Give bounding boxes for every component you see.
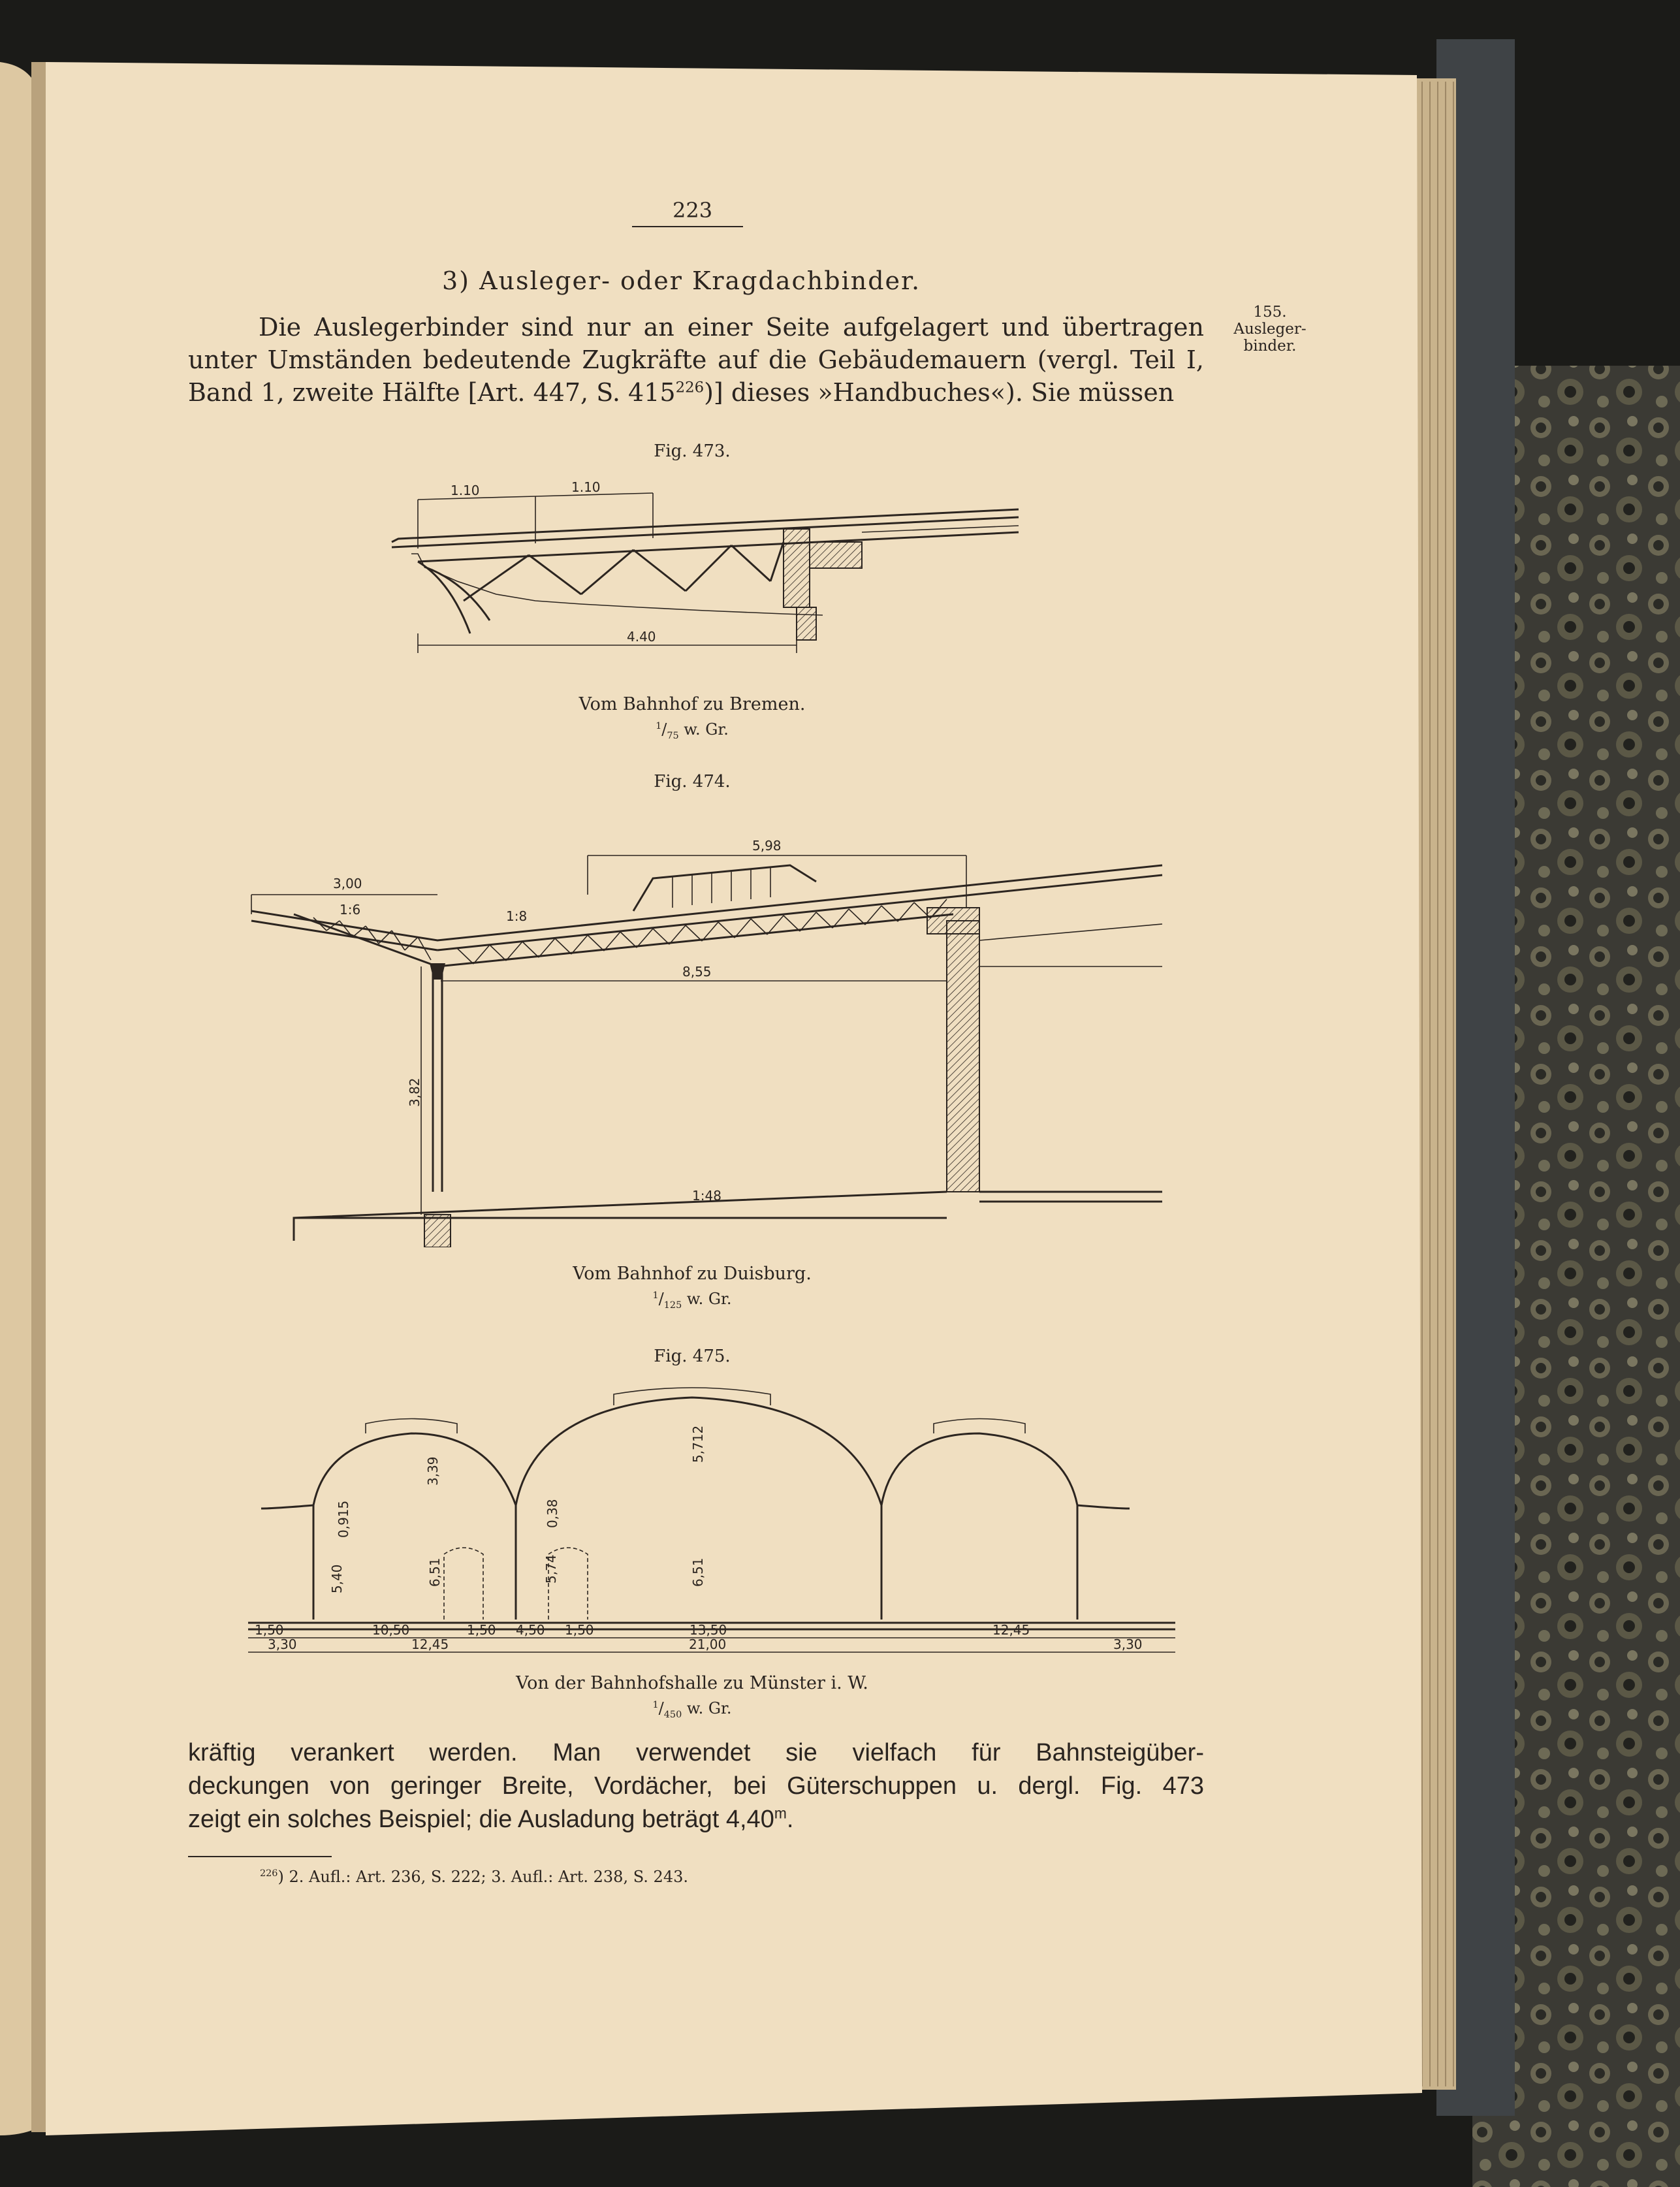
fig-474-label: Fig. 474. — [654, 772, 731, 791]
section-title: 3) Ausleger- oder Kragdachbinder. — [442, 266, 921, 295]
margin-note-line-2: binder. — [1243, 338, 1297, 355]
fig-473-caption: Vom Bahnhof zu Bremen. — [578, 694, 806, 714]
fig-475-dim-21-00: 21,00 — [689, 1636, 727, 1652]
margin-note — [1228, 304, 1312, 355]
page-number-rule — [632, 226, 743, 227]
fig-475-caption: Von der Bahnhofshalle zu Münster i. W. — [516, 1673, 868, 1693]
fig-475-dim-13-50: 13,50 — [689, 1622, 727, 1638]
paragraph-1-line-1: Die Auslegerbinder sind nur an einer Seite aufgelagert und übertragen — [259, 313, 1204, 342]
fig-475-dim-5-712: 5,712 — [690, 1425, 706, 1463]
fig-474-dimensions — [251, 838, 966, 1215]
footnote-mark: 226 — [260, 1868, 278, 1879]
fig-473-dim-2: 1.10 — [571, 479, 601, 495]
fig-475-dim-5-74: 5,74 — [543, 1554, 559, 1584]
fig-474-slope-floor: 1:48 — [692, 1188, 721, 1204]
fig-475-dim-0-915: 0,915 — [336, 1500, 351, 1538]
paragraph-2-line-2: deckungen von geringer Breite, Vordächer, bei Güterschuppen u. dergl. Fig. 473 — [188, 1772, 1204, 1800]
fig-474-dim-3-00: 3,00 — [333, 876, 362, 891]
fig-475-dim-1-50-c: 1,50 — [565, 1622, 594, 1638]
fig-475-dim-6-51-left: 6,51 — [427, 1557, 443, 1587]
fig-475-label: Fig. 475. — [654, 1347, 731, 1366]
fig-473-scale: $^1/_{75}$ w. Gr. — [656, 720, 729, 741]
footnote-text: ) 2. Aufl.: Art. 236, S. 222; 3. Aufl.: Art. 238, S. 243. — [277, 1868, 688, 1886]
fig-474-truss — [313, 899, 947, 964]
fig-474-column — [424, 963, 451, 1247]
unit-superscript: m — [774, 1804, 787, 1822]
fig-474-roof — [251, 865, 1162, 966]
fig-473-label: Fig. 473. — [654, 441, 731, 461]
fig-474-slope-right: 1:8 — [506, 908, 528, 924]
fig-475-drawing — [235, 1378, 1182, 1685]
fig-475-dim-12-45-left: 12,45 — [411, 1636, 449, 1652]
fig-475-dim-3-30-left: 3,30 — [268, 1636, 297, 1652]
fig-475-dim-1-50-a: 1,50 — [255, 1622, 284, 1638]
paragraph-2-line-1: kräftig verankert werden. Man verwendet sie vielfach für Bahnsteigüber- — [188, 1739, 1204, 1766]
paragraph-2-line-3: zeigt ein solches Beispiel; die Ausladung beträgt 4,40$^m$. — [188, 1804, 794, 1833]
fig-474-dim-5-98: 5,98 — [752, 838, 782, 854]
fig-474-drawing — [248, 810, 1169, 1247]
fig-474-dim-3-82: 3,82 — [407, 1078, 422, 1107]
fig-475-dim-3-39: 3,39 — [425, 1456, 441, 1486]
fig-475-dim-4-50: 4,50 — [516, 1622, 545, 1638]
fig-475-dim-12-45-right: 12,45 — [992, 1622, 1030, 1638]
fig-475-dimensions — [248, 1426, 1175, 1652]
page-number: 223 — [673, 198, 713, 223]
fig-474-dim-8-55: 8,55 — [682, 964, 712, 980]
fig-475-dim-1-50-b: 1,50 — [467, 1622, 496, 1638]
margin-note-number: 155. — [1253, 304, 1287, 321]
fig-475-dim-6-51-right: 6,51 — [690, 1557, 706, 1587]
paragraph-1-line-2: unter Umständen bedeutende Zugkräfte auf die Gebäudemauern (vergl. Teil I, — [188, 345, 1204, 374]
fig-475-scale: $^1/_{450}$ w. Gr. — [652, 1699, 732, 1720]
fig-474-wall — [927, 908, 1162, 1192]
fig-475-dim-10-50: 10,50 — [372, 1622, 410, 1638]
fig-475-dim-0-38: 0,38 — [545, 1499, 560, 1528]
fig-473-drawing — [366, 470, 1025, 666]
fig-474-slope-left: 1:6 — [340, 902, 361, 918]
paragraph-1-line-3 — [188, 377, 1204, 408]
fig-473-dimensions — [418, 479, 797, 653]
fig-474-caption: Vom Bahnhof zu Duisburg. — [573, 1264, 812, 1284]
fig-473-wall — [784, 526, 1019, 640]
fig-475-dim-5-40: 5,40 — [329, 1564, 345, 1593]
fig-473-dim-3: 4.40 — [627, 629, 656, 645]
paragraph-1-line-3-start: Band 1, zweite Hälfte [Art. 447, S. $415^{226}$)] dieses »Handbuches«). Sie müssen — [188, 378, 1175, 407]
fig-474-scale: $^1/_{125}$ w. Gr. — [652, 1290, 732, 1311]
footnote-reference: 226 — [675, 379, 705, 396]
footnote — [260, 1868, 688, 1886]
footnote-rule — [188, 1856, 332, 1857]
fig-473-dim-1: 1.10 — [451, 483, 480, 498]
margin-note-line-1: Ausleger- — [1233, 321, 1307, 338]
fig-475-dim-3-30-right: 3,30 — [1113, 1636, 1143, 1652]
